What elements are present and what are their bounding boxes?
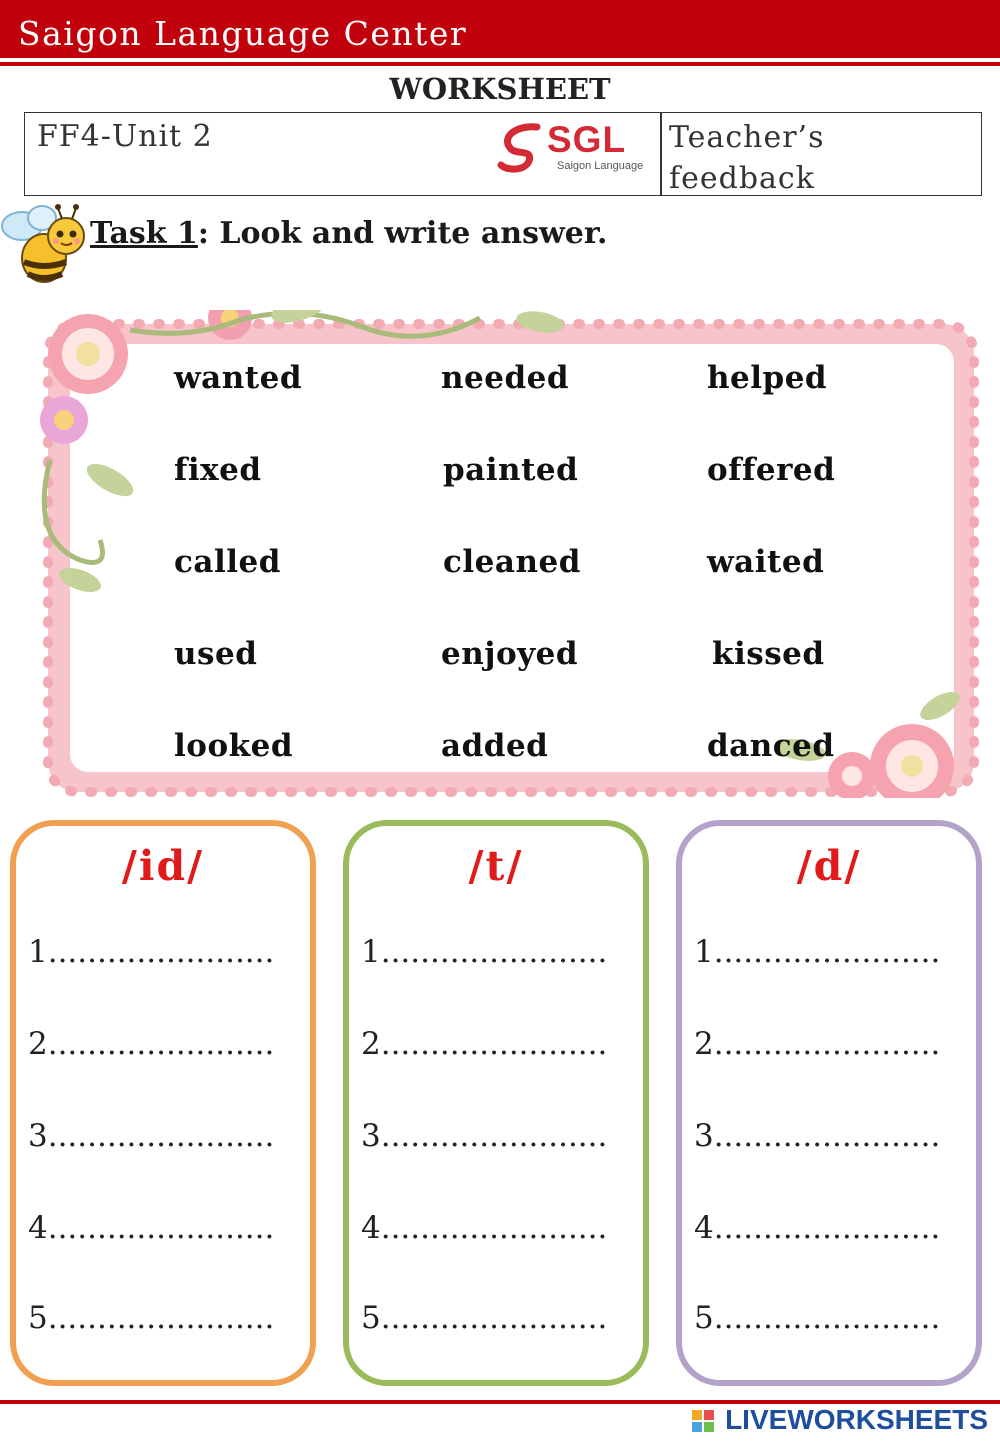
feedback-line2: feedback	[669, 161, 815, 196]
word-item: enjoyed	[441, 636, 579, 672]
flower-top-left-icon	[48, 314, 128, 394]
sound-heading: /d/	[796, 842, 862, 890]
answer-line[interactable]: 2.......................	[361, 1026, 608, 1062]
logo-subtext: Saigon Language	[557, 160, 644, 172]
answer-line[interactable]: 5.......................	[28, 1300, 275, 1336]
sgl-logo	[493, 117, 653, 177]
task-heading	[90, 216, 607, 251]
word-item: cleaned	[443, 544, 581, 580]
answer-line[interactable]: 2.......................	[694, 1026, 941, 1062]
word-item: offered	[707, 452, 836, 488]
bee-icon	[0, 200, 92, 288]
answer-line[interactable]: 3.......................	[361, 1118, 608, 1154]
feedback-line1: Teacher’s	[669, 120, 825, 155]
logo-text: SGL	[547, 119, 627, 160]
answer-line[interactable]: 3.......................	[694, 1118, 941, 1154]
word-item: painted	[443, 452, 579, 488]
answer-line[interactable]: 1.......................	[28, 934, 275, 970]
info-divider	[660, 113, 662, 195]
worksheet-title: WORKSHEET	[389, 72, 611, 106]
word-item: added	[441, 728, 549, 764]
answer-line[interactable]: 2.......................	[28, 1026, 275, 1062]
answer-line[interactable]: 1.......................	[694, 934, 941, 970]
word-item: waited	[707, 544, 825, 580]
answer-line[interactable]: 3.......................	[28, 1118, 275, 1154]
header-bar	[0, 0, 1000, 58]
word-item: fixed	[174, 452, 262, 488]
answer-line[interactable]: 1.......................	[361, 934, 608, 970]
liveworksheets-logo-icon	[692, 1410, 716, 1434]
answer-line[interactable]: 4.......................	[28, 1210, 275, 1246]
header-divider	[0, 62, 1000, 66]
sound-heading: /id/	[121, 842, 205, 890]
word-item: wanted	[174, 360, 303, 396]
answer-line[interactable]: 5.......................	[694, 1300, 941, 1336]
answer-line[interactable]: 4.......................	[361, 1210, 608, 1246]
sound-card	[676, 820, 982, 1386]
sound-heading: /t/	[468, 842, 524, 890]
word-item: helped	[707, 360, 828, 396]
teacher-feedback	[669, 117, 824, 199]
liveworksheets-brand: LIVEWORKSHEETS	[725, 1404, 988, 1435]
answer-line[interactable]: 5.......................	[361, 1300, 608, 1336]
word-item: needed	[441, 360, 570, 396]
word-item: used	[174, 636, 258, 672]
word-item: called	[174, 544, 281, 580]
unit-label: FF4-Unit 2	[37, 119, 213, 154]
sound-card	[343, 820, 649, 1386]
task-label: Task 1	[90, 216, 198, 251]
task-instruction: : Look and write answer.	[197, 216, 608, 251]
sgl-swirl-icon	[493, 117, 553, 177]
word-item: danced	[707, 728, 835, 764]
answer-line[interactable]: 4.......................	[694, 1210, 941, 1246]
word-item: kissed	[712, 636, 825, 672]
word-item: looked	[174, 728, 294, 764]
center-name: Saigon Language Center	[18, 14, 468, 53]
sound-card	[10, 820, 316, 1386]
info-box	[24, 112, 982, 196]
flower-left-icon	[40, 396, 88, 444]
